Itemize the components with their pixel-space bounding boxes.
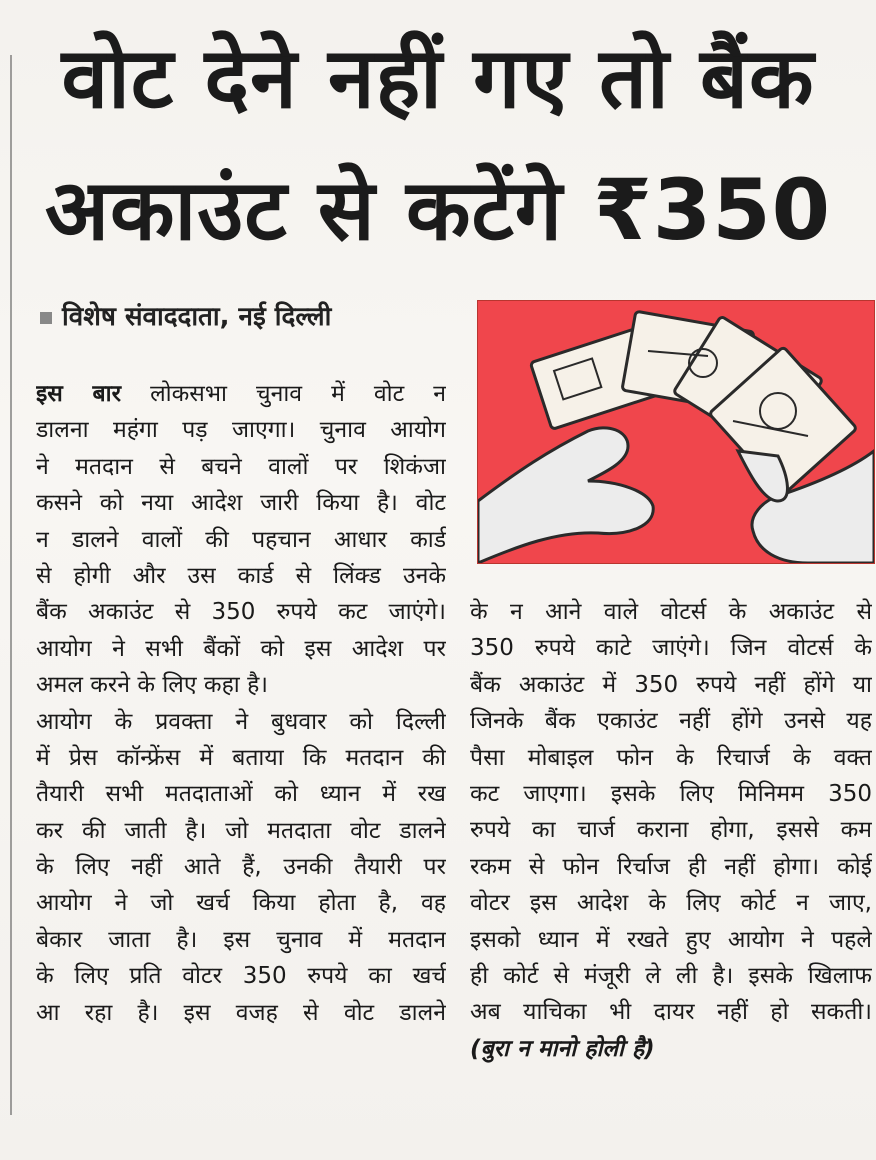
article-line: बेकार जाता है। इस चुनाव में मतदान [36,926,446,953]
article-line: आ रहा है। इस वजह से वोट डालने [36,999,446,1026]
byline-text: विशेष संवाददाता, नई दिल्ली [62,302,332,332]
byline [40,297,331,333]
article-line: कर की जाती है। जो मतदाता वोट डालने [36,817,446,844]
article-line: रुपये का चार्ज कराना होगा, इससे कम [470,817,872,844]
article-line: ने मतदान से बचने वालों पर शिकंजा [36,453,446,480]
article-line: कसने को नया आदेश जारी किया है। वोट [36,490,446,517]
article-line: पैसा मोबाइल फोन के रिचार्ज के वक्त [470,744,872,771]
article-line: इस बार लोकसभा चुनाव में वोट न [36,381,446,407]
article-line: बैंक अकाउंट से 350 रुपये कट जाएंगे। [36,599,446,626]
article-line: के लिए प्रति वोटर 350 रुपये का खर्च [36,963,446,990]
headline-line-1: वोट देने नहीं गए तो बैंक [61,29,815,127]
signoff: (बुरा न मानो होली है) [470,1035,655,1062]
illustration-photo [477,300,875,564]
article-column-2 [470,594,872,1067]
article-line: से होगी और उस कार्ड से लिंक्ड उनके [36,562,446,589]
article-line: रकम से फोन रिर्चाज ही नहीं होगा। कोई [470,853,872,880]
article-line: के लिए नहीं आते हैं, उनकी तैयारी पर [36,854,446,881]
article-line: अब याचिका भी दायर नहीं हो सकती। [470,999,872,1026]
article-line: में प्रेस कॉन्फ्रेंस में बताया कि मतदान की [36,744,446,771]
article-line: न डालने वालों की पहचान आधार कार्ड [36,526,446,553]
article-line: तैयारी सभी मतदाताओं को ध्यान में रख [36,781,446,808]
article-line: अमल करने के लिए कहा है। [36,672,269,699]
article-line: बैंक अकाउंट में 350 रुपये नहीं होंगे या [470,671,872,698]
bullet-square-icon [40,312,52,324]
article-line: वोटर इस आदेश के लिए कोर्ट न जाए, [470,890,872,917]
article-line: 350 रुपये काटे जाएंगे। जिन वोटर्स के [470,635,872,662]
headline-line-2: अकाउंट से कटेंगे ₹350 [44,161,832,259]
article-line: आयोग ने जो खर्च किया होता है, वह [36,890,446,917]
hands-holding-banknotes-icon [478,301,874,563]
article-line: के न आने वाले वोटर्स के अकाउंट से [470,599,872,625]
article-line: ही कोर्ट से मंजूरी ले ली है। इसके खिलाफ [470,962,872,989]
article-line: आयोग ने सभी बैंकों को इस आदेश पर [36,635,446,662]
article-line: डालना महंगा पड़ जाएगा। चुनाव आयोग [36,417,446,444]
lead-in: इस बार [36,381,122,407]
article-line: इसको ध्यान में रखते हुए आयोग ने पहले [470,926,872,953]
article-line: जिनके बैंक एकाउंट नहीं होंगे उनसे यह [470,708,872,735]
article-column-1 [36,376,446,1031]
article-line: आयोग के प्रवक्ता ने बुधवार को दिल्ली [36,708,446,735]
article-line: कट जाएगा। इसके लिए मिनिमम 350 [470,780,872,807]
